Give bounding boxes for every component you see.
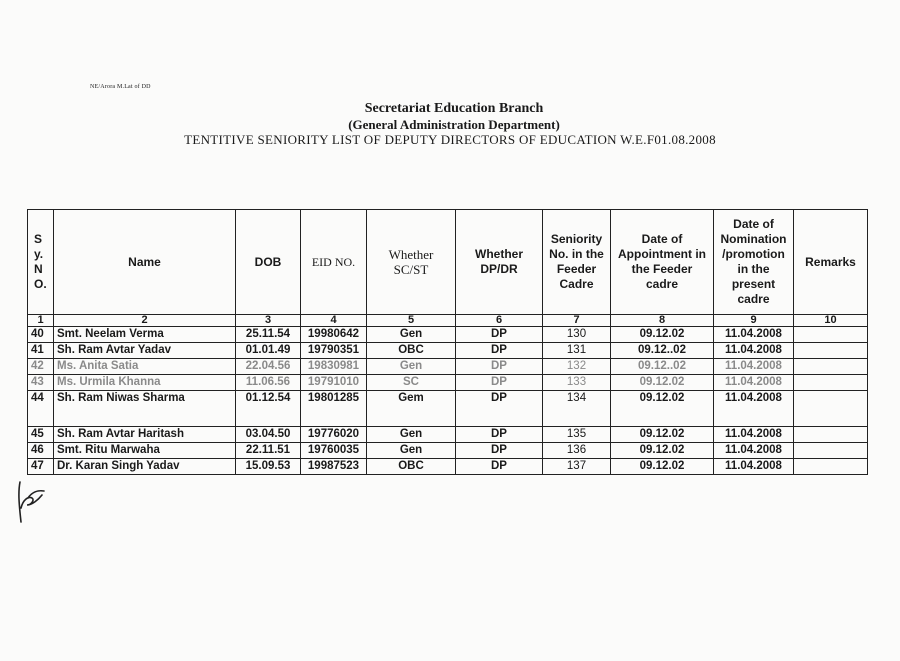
eid-cell: 19980642 (301, 327, 367, 343)
seniority-cell: 136 (543, 443, 611, 459)
appointment-date-cell: 09.12.02 (611, 443, 714, 459)
category-cell: Gen (367, 427, 456, 443)
col-header-seniority: Seniority No. in the Feeder Cadre (543, 210, 611, 315)
col-number: 7 (543, 315, 611, 327)
dp-dr-cell: DP (456, 427, 543, 443)
eid-cell: 19790351 (301, 343, 367, 359)
table-row (28, 343, 868, 359)
table-row (28, 327, 868, 343)
name-cell: Smt. Neelam Verma (54, 327, 236, 343)
dp-dr-cell: DP (456, 459, 543, 475)
seniority-cell: 133 (543, 375, 611, 391)
promotion-date-cell: 11.04.2008 (714, 459, 794, 475)
promotion-date-cell: 11.04.2008 (714, 427, 794, 443)
col-number: 5 (367, 315, 456, 327)
category-cell: Gen (367, 359, 456, 375)
sno-cell: 40 (28, 327, 54, 343)
col-header-eid: EID NO. (301, 210, 367, 315)
corner-file-note: NE/Arora M.Lat of DD (90, 84, 151, 90)
table-row (28, 375, 868, 391)
eid-cell: 19987523 (301, 459, 367, 475)
dob-cell: 15.09.53 (236, 459, 301, 475)
remarks-cell (794, 359, 868, 375)
dob-cell: 03.04.50 (236, 427, 301, 443)
remarks-cell (794, 343, 868, 359)
sno-cell: 41 (28, 343, 54, 359)
dob-cell: 25.11.54 (236, 327, 301, 343)
col-number: 3 (236, 315, 301, 327)
sno-cell: 45 (28, 427, 54, 443)
name-cell: Ms. Urmila Khanna (54, 375, 236, 391)
col-number: 1 (28, 315, 54, 327)
dob-cell: 01.01.49 (236, 343, 301, 359)
name-cell: Dr. Karan Singh Yadav (54, 459, 236, 475)
col-number: 6 (456, 315, 543, 327)
department-title: (General Administration Department) (348, 117, 560, 132)
seniority-cell: 137 (543, 459, 611, 475)
dob-cell: 11.06.56 (236, 375, 301, 391)
col-header-remarks: Remarks (794, 210, 868, 315)
category-cell: Gem (367, 391, 456, 427)
eid-cell: 19776020 (301, 427, 367, 443)
category-cell: Gen (367, 443, 456, 459)
document-title: TENTITIVE SENIORITY LIST OF DEPUTY DIRECTORS OF EDUCATION W.E.F01.08.2008 (184, 132, 716, 147)
promotion-date-cell: 11.04.2008 (714, 443, 794, 459)
seniority-cell: 134 (543, 391, 611, 427)
promotion-date-cell: 11.04.2008 (714, 359, 794, 375)
promotion-date-cell: 11.04.2008 (714, 391, 794, 427)
seniority-cell: 132 (543, 359, 611, 375)
col-header-appointment: Date of Appointment in the Feeder cadre (611, 210, 714, 315)
col-number: 2 (54, 315, 236, 327)
category-cell: OBC (367, 343, 456, 359)
category-cell: OBC (367, 459, 456, 475)
remarks-cell (794, 375, 868, 391)
promotion-date-cell: 11.04.2008 (714, 375, 794, 391)
seniority-cell: 130 (543, 327, 611, 343)
appointment-date-cell: 09.12..02 (611, 359, 714, 375)
table-row (28, 359, 868, 375)
name-cell: Sh. Ram Avtar Haritash (54, 427, 236, 443)
branch-title: Secretariat Education Branch (364, 101, 544, 116)
col-number: 4 (301, 315, 367, 327)
appointment-date-cell: 09.12.02 (611, 427, 714, 443)
dp-dr-cell: DP (456, 443, 543, 459)
dp-dr-cell: DP (456, 391, 543, 427)
appointment-date-cell: 09.12.02 (611, 327, 714, 343)
table-header-row (28, 210, 868, 315)
appointment-date-cell: 09.12.02 (611, 459, 714, 475)
sno-cell: 44 (28, 391, 54, 427)
eid-cell: 19760035 (301, 443, 367, 459)
dob-cell: 22.04.56 (236, 359, 301, 375)
appointment-date-cell: 09.12..02 (611, 343, 714, 359)
category-cell: Gen (367, 327, 456, 343)
col-header-dob: DOB (236, 210, 301, 315)
table-row (28, 391, 868, 427)
dp-dr-cell: DP (456, 343, 543, 359)
col-header-promotion: Date of Nomination /promotion in the present cadre (714, 210, 794, 315)
sno-cell: 47 (28, 459, 54, 475)
col-number: 8 (611, 315, 714, 327)
name-cell: Ms. Anita Satia (54, 359, 236, 375)
appointment-date-cell: 09.12.02 (611, 375, 714, 391)
name-cell: Smt. Ritu Marwaha (54, 443, 236, 459)
seniority-cell: 131 (543, 343, 611, 359)
seniority-cell: 135 (543, 427, 611, 443)
remarks-cell (794, 443, 868, 459)
sno-cell: 46 (28, 443, 54, 459)
col-header-name: Name (54, 210, 236, 315)
col-number: 10 (794, 315, 868, 327)
col-number: 9 (714, 315, 794, 327)
promotion-date-cell: 11.04.2008 (714, 343, 794, 359)
column-number-row (28, 315, 868, 327)
remarks-cell (794, 391, 868, 427)
remarks-cell (794, 427, 868, 443)
dp-dr-cell: DP (456, 359, 543, 375)
eid-cell: 19791010 (301, 375, 367, 391)
handwritten-signature (12, 478, 52, 526)
dp-dr-cell: DP (456, 375, 543, 391)
eid-cell: 19830981 (301, 359, 367, 375)
col-header-scst: Whether SC/ST (367, 210, 456, 315)
table-row (28, 427, 868, 443)
col-header-dpdr: Whether DP/DR (456, 210, 543, 315)
appointment-date-cell: 09.12.02 (611, 391, 714, 427)
dob-cell: 22.11.51 (236, 443, 301, 459)
category-cell: SC (367, 375, 456, 391)
table-row (28, 443, 868, 459)
sno-cell: 43 (28, 375, 54, 391)
remarks-cell (794, 327, 868, 343)
dob-cell: 01.12.54 (236, 391, 301, 427)
eid-cell: 19801285 (301, 391, 367, 427)
seniority-table (27, 209, 868, 475)
table-row (28, 459, 868, 475)
remarks-cell (794, 459, 868, 475)
col-header-sno: S y. N O. (28, 210, 54, 315)
name-cell: Sh. Ram Niwas Sharma (54, 391, 236, 427)
name-cell: Sh. Ram Avtar Yadav (54, 343, 236, 359)
promotion-date-cell: 11.04.2008 (714, 327, 794, 343)
sno-cell: 42 (28, 359, 54, 375)
dp-dr-cell: DP (456, 327, 543, 343)
